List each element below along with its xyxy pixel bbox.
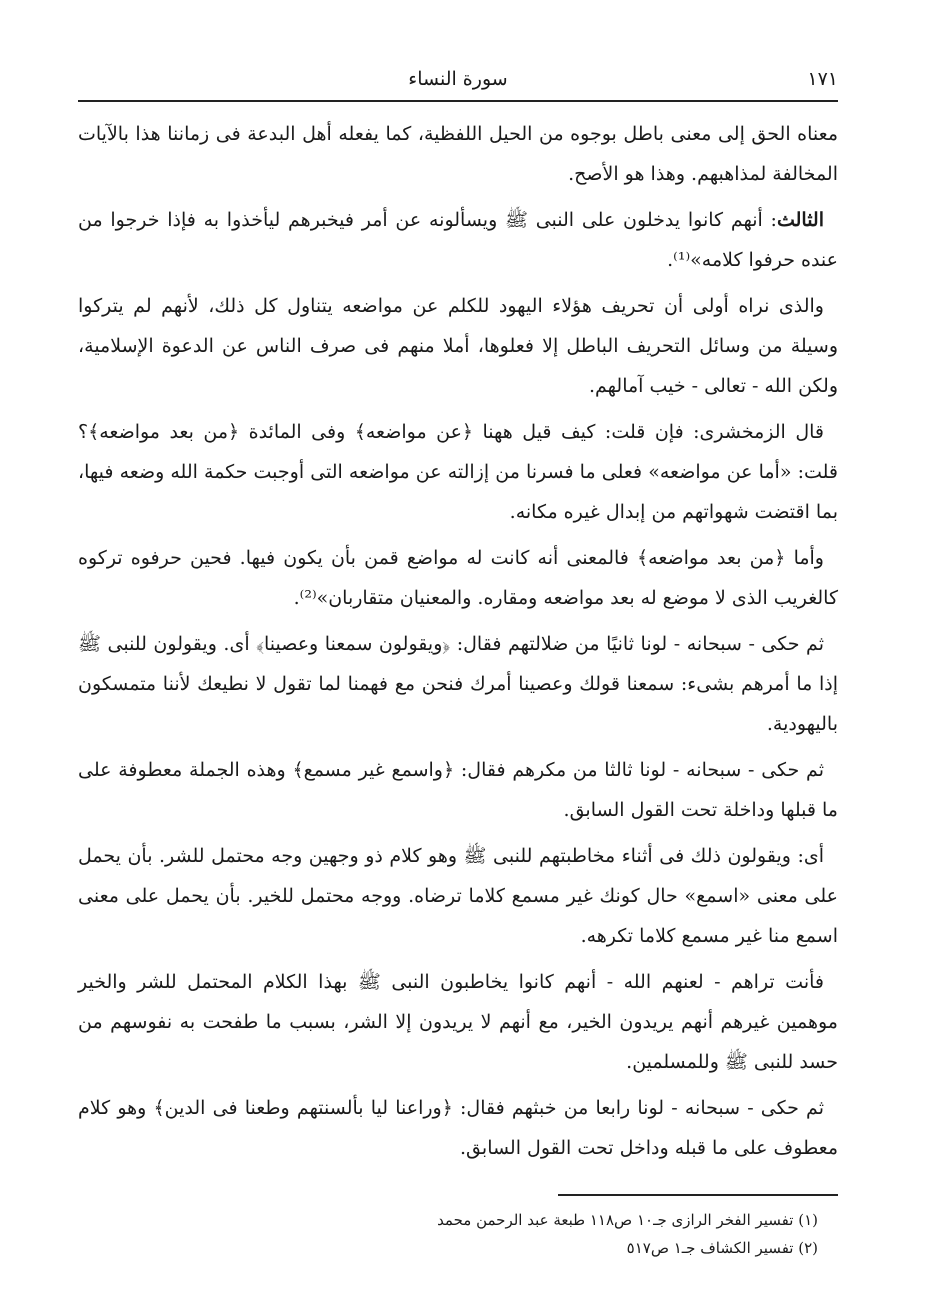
page-title: سورة النساء bbox=[408, 68, 508, 90]
footnotes bbox=[78, 1206, 838, 1262]
paragraph: الثالث: أنهم كانوا يدخلون على النبى ﷺ ويسألونه عن أمر فيخبرهم ليأخذوا به فإذا خرجوا من عنده حرفوا كلامه»⁽¹⁾. bbox=[78, 209, 838, 271]
paragraph: وأما ﴿من بعد مواضعه﴾ فالمعنى أنه كانت له مواضع قمن بأن يكون فيها. فحين حرفوه تركوه كالغريب الذى لا موضع له بعد مواضعه ومقاره. والمعنيان متقاربان»⁽²⁾. bbox=[78, 547, 838, 609]
paragraph-lead: الثالث bbox=[776, 209, 824, 231]
paragraph: ثم حكى - سبحانه - لونا ثانيًا من ضلالتهم فقال: ﴿ويقولون سمعنا وعصينا﴾ أى. ويقولون للنبى ﷺ إذا ما أمرهم بشىء: سمعنا قولك وعصينا أمرك فنحن مع فهمنا لما تقول لا نطيعك لأننا متمسكون باليهودية. bbox=[78, 633, 838, 735]
paragraph: فأنت تراهم - لعنهم الله - أنهم كانوا يخاطبون النبى ﷺ بهذا الكلام المحتمل للشر والخير موهمين غيرهم أنهم يريدون الخير، مع أنهم لا يريدون إلا الشر، بسبب ما طفحت به نفوسهم من حسد للنبى ﷺ وللمسلمين. bbox=[78, 971, 838, 1073]
body-text bbox=[78, 114, 838, 1168]
paragraph: ثم حكى - سبحانه - لونا رابعا من خبثهم فقال: ﴿وراعنا ليا بألسنتهم وطعنا فى الدين﴾ وهو كلام معطوف على ما قبله وداخل تحت القول السابق. bbox=[78, 1097, 838, 1159]
paragraph: قال الزمخشرى: فإن قلت: كيف قيل ههنا ﴿عن مواضعه﴾ وفى المائدة ﴿من بعد مواضعه﴾؟ قلت: «أما عن مواضعه» فعلى ما فسرنا من إزالته عن مواضعه التى أوجبت حكمة الله وضعه فيها، بما اقتضت شهواتهم من إبدال غيره مكانه. bbox=[78, 421, 838, 523]
page-number: ١٧١ bbox=[807, 68, 838, 90]
footnote: (٢) تفسير الكشاف جـ١ ص٥١٧ bbox=[626, 1239, 818, 1257]
footnote: (١) تفسير الفخر الرازى جـ١٠ ص١١٨ طبعة عبد الرحمن محمد bbox=[437, 1211, 818, 1229]
paragraph: أى: ويقولون ذلك فى أثناء مخاطبتهم للنبى ﷺ وهو كلام ذو وجهين وجه محتمل للشر. بأن يحمل على معنى «اسمع» حال كونك غير مسمع كلاما ترضاه. ووجه محتمل للخير. بأن يحمل على معنى اسمع منا غير مسمع كلاما تكرهه. bbox=[78, 845, 838, 947]
footnote-divider bbox=[558, 1194, 838, 1196]
paragraph: معناه الحق إلى معنى باطل بوجوه من الحيل اللفظية، كما يفعله أهل البدعة فى زماننا هذا بالآيات المخالفة لمذاهبهم. وهذا هو الأصح. bbox=[78, 123, 838, 185]
book-page bbox=[78, 60, 838, 1262]
paragraph: والذى نراه أولى أن تحريف هؤلاء اليهود للكلم عن مواضعه يتناول كل ذلك، لأنهم لم يتركوا وسيلة من وسائل التحريف الباطل إلا فعلوها، أملا منهم فى صرف الناس عن الدعوة الإسلامية، ولكن الله - تعالى - خيب آمالهم. bbox=[78, 295, 838, 397]
page-header bbox=[78, 60, 838, 102]
paragraph: ثم حكى - سبحانه - لونا ثالثا من مكرهم فقال: ﴿واسمع غير مسمع﴾ وهذه الجملة معطوفة على ما قبلها وداخلة تحت القول السابق. bbox=[78, 759, 838, 821]
